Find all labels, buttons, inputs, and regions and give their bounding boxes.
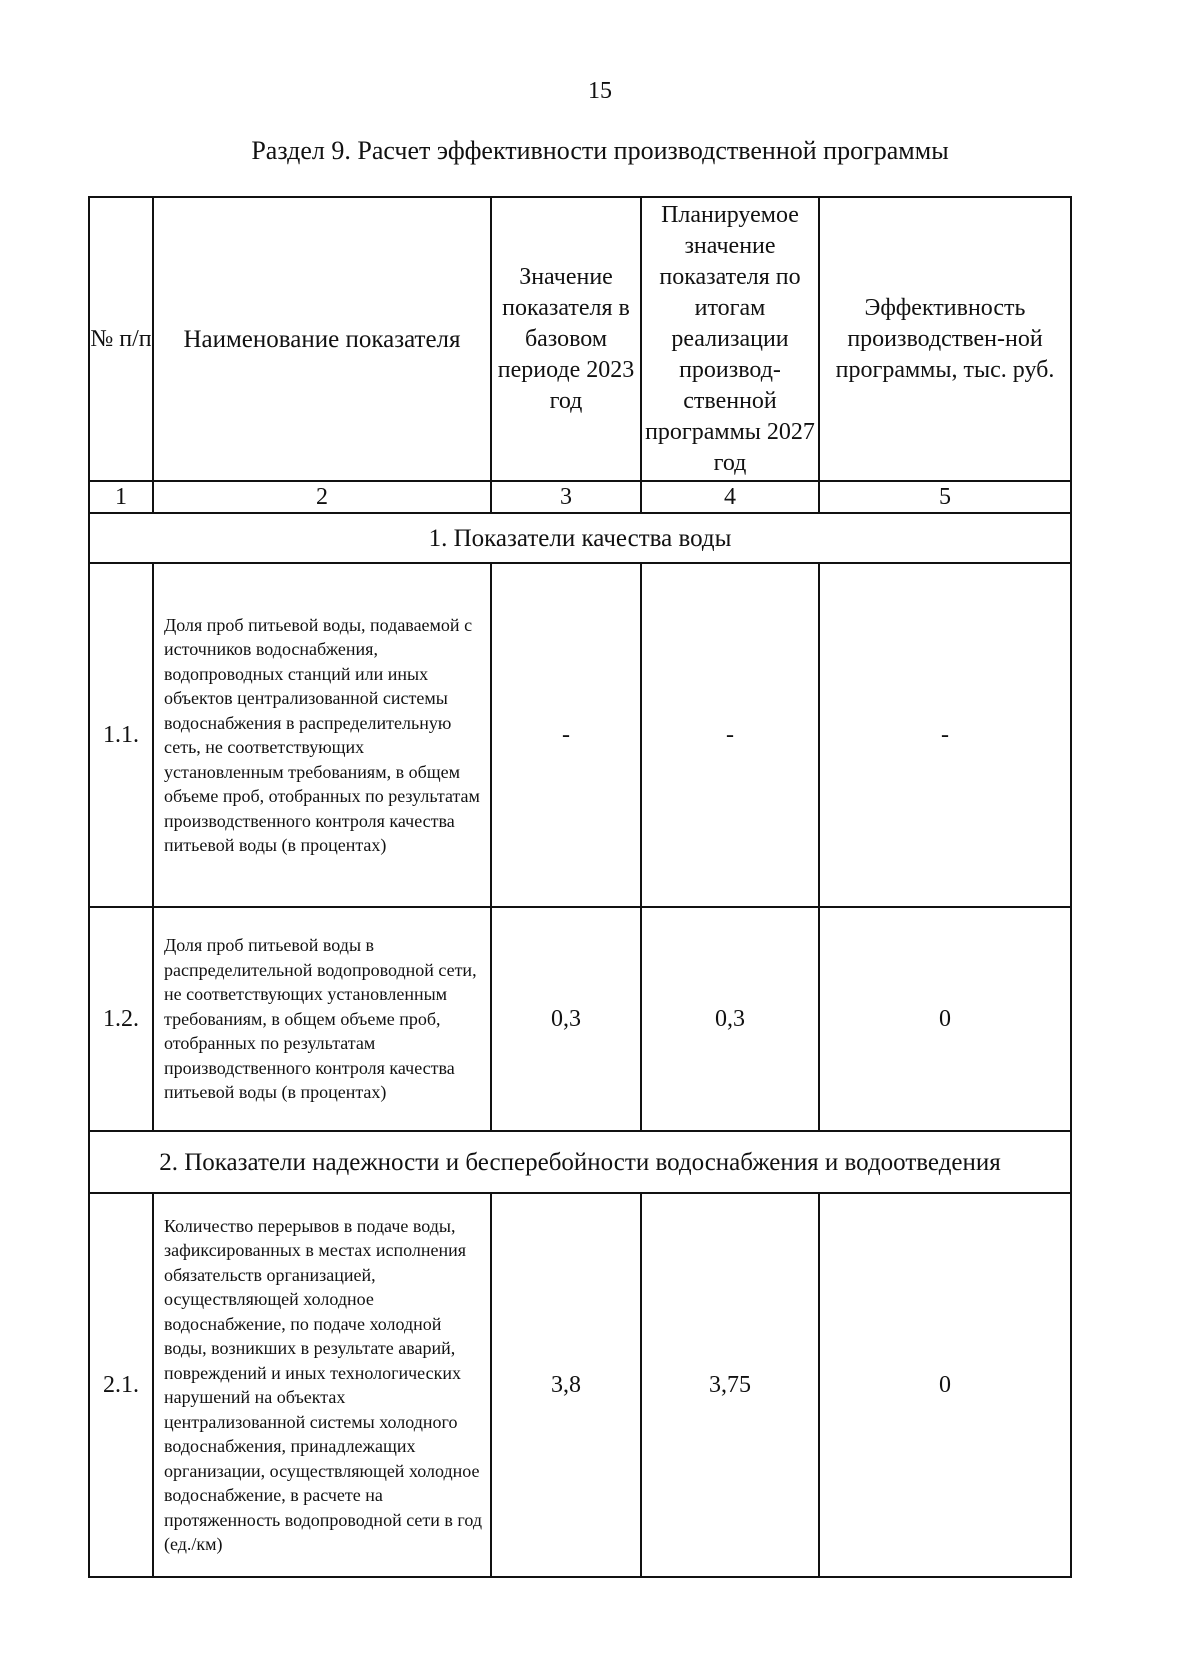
table-row <box>89 907 1071 1131</box>
header-indicator-name: Наименование показателя <box>153 197 491 481</box>
planned-value: 0,3 <box>641 907 819 1131</box>
column-number: 4 <box>641 481 819 513</box>
table-row <box>89 1193 1071 1577</box>
indicator-name: Количество перерывов в подаче воды, зафиксированных в местах исполнения обязательств организацией, осуществляющей холодное водоснабжение, по подаче холодной воды, возникших в результате аварий, повреждений и иных технологических нарушений на объектах централизованной системы холодного водоснабжения, принадлежащих организации, осуществляющей холодное водоснабжение, в расчете на протяженность водопроводной сети в год (ед./км) <box>153 1193 491 1577</box>
header-planned-value: Планируемое значение показателя по итогам реализации производ-ственной программы 2027 год <box>641 197 819 481</box>
header-base-value: Значение показателя в базовом периоде 2023 год <box>491 197 641 481</box>
base-value: 3,8 <box>491 1193 641 1577</box>
table-header-row <box>89 197 1071 481</box>
column-numbers-row <box>89 481 1071 513</box>
header-number: № п/п <box>89 197 153 481</box>
planned-value: 3,75 <box>641 1193 819 1577</box>
efficiency-value: 0 <box>819 1193 1071 1577</box>
row-number: 1.2. <box>89 907 153 1131</box>
planned-value: - <box>641 563 819 907</box>
section-heading: 1. Показатели качества воды <box>89 513 1071 563</box>
efficiency-value: - <box>819 563 1071 907</box>
base-value: 0,3 <box>491 907 641 1131</box>
section-row <box>89 513 1071 563</box>
row-number: 2.1. <box>89 1193 153 1577</box>
table-row <box>89 563 1071 907</box>
section-heading: 2. Показатели надежности и бесперебойности водоснабжения и водоотведения <box>89 1131 1071 1193</box>
base-value: - <box>491 563 641 907</box>
column-number: 2 <box>153 481 491 513</box>
header-efficiency: Эффективность производствен-ной программы, тыс. руб. <box>819 197 1071 481</box>
indicator-name: Доля проб питьевой воды, подаваемой с источников водоснабжения, водопроводных станций или иных объектов централизованной системы водоснабжения в распределительную сеть, не соответствующих установленным требованиям, в общем объеме проб, отобранных по результатам производственного контроля качества питьевой воды (в процентах) <box>153 563 491 907</box>
efficiency-value: 0 <box>819 907 1071 1131</box>
indicator-name: Доля проб питьевой воды в распределительной водопроводной сети, не соответствующих установленным требованиям, в общем объеме проб, отобранных по результатам производственного контроля качества питьевой воды (в процентах) <box>153 907 491 1131</box>
column-number: 5 <box>819 481 1071 513</box>
section-row <box>89 1131 1071 1193</box>
column-number: 1 <box>89 481 153 513</box>
efficiency-table <box>88 196 1072 1578</box>
row-number: 1.1. <box>89 563 153 907</box>
page-number: 15 <box>588 78 612 104</box>
section-title: Раздел 9. Расчет эффективности производственной программы <box>251 136 949 165</box>
column-number: 3 <box>491 481 641 513</box>
